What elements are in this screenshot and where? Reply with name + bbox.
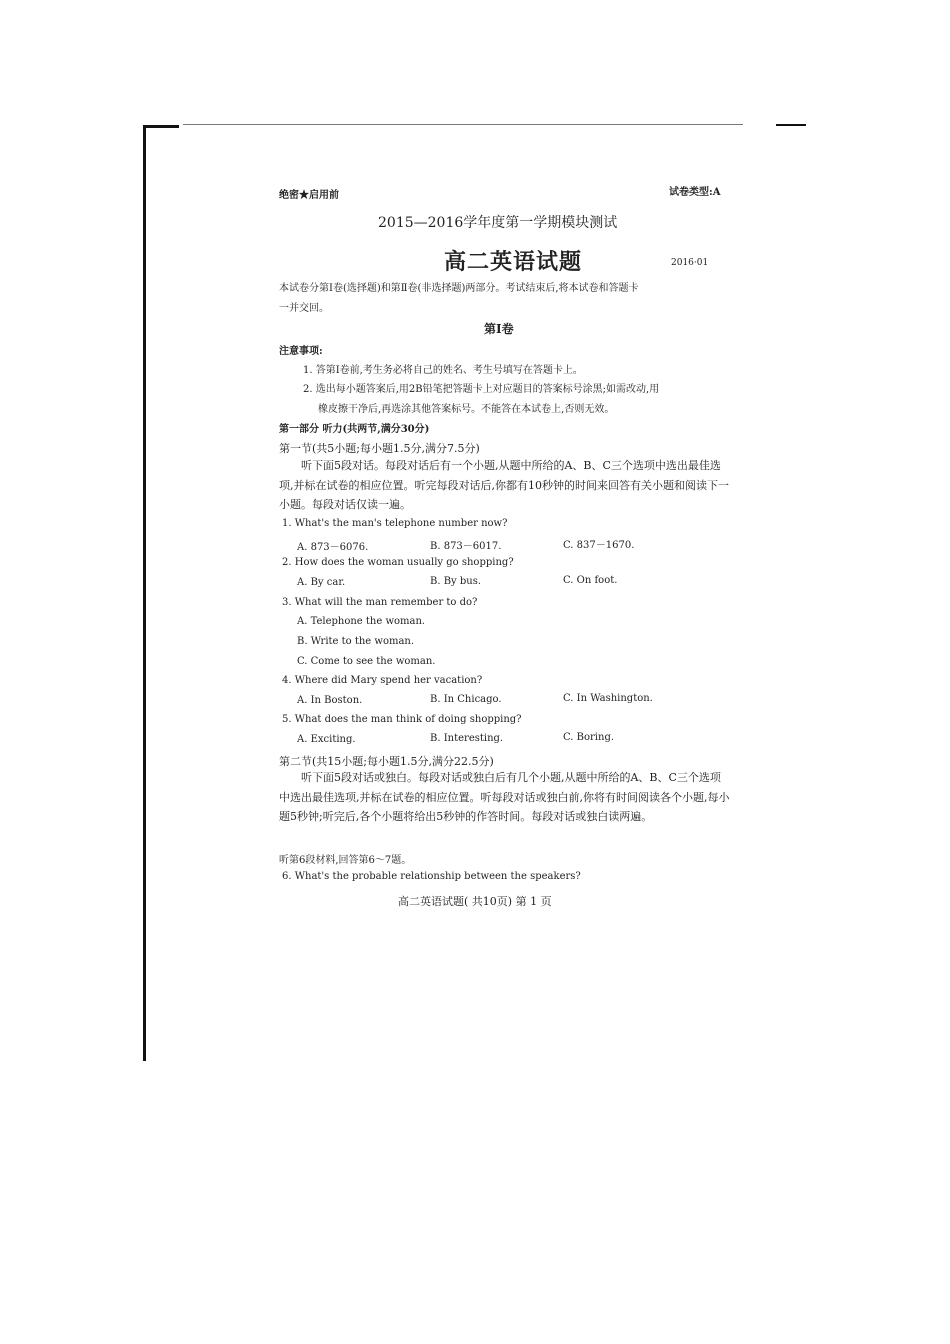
section1-heading: 第一节(共5小题;每小题1.5分,满分7.5分) — [279, 442, 480, 455]
scan-border-top-line — [183, 124, 743, 125]
notice-item-1: 1. 答第Ⅰ卷前,考生务必将自己的姓名、考生号填写在答题卡上。 — [303, 365, 583, 376]
exam-date: 2016·01 — [671, 258, 709, 268]
q4-option-a: A. In Boston. — [297, 695, 363, 706]
intro-line-2: 一并交回。 — [279, 303, 329, 314]
section1-instructions: 听下面5段对话。每段对话后有一个小题,从题中所给的A、B、C三个选项中选出最佳选项,并标在试卷的相应位置。听完每段对话后,你都有10秒钟的时间来回答有关小题和阅读下一小题。每段对话仅读一遍。 — [279, 459, 729, 511]
q5-option-a: A. Exciting. — [297, 734, 356, 745]
notice-heading: 注意事项: — [279, 346, 323, 357]
q5-option-b: B. Interesting. — [430, 733, 504, 744]
q3-option-b: B. Write to the woman. — [297, 636, 415, 647]
page-footer: 高二英语试题( 共10页) 第 1 页 — [398, 895, 552, 908]
notice-item-2-line-2: 橡皮擦干净后,再选涂其他答案标号。不能答在本试卷上,否则无效。 — [318, 404, 615, 415]
part1-heading: 第一部分 听力(共两节,满分30分) — [279, 424, 430, 435]
q1-option-a: A. 873－6076. — [297, 542, 369, 553]
question-1: 1. What's the man's telephone number now? — [282, 518, 508, 529]
exam-subtitle: 2015—2016学年度第一学期模块测试 — [378, 215, 618, 231]
paper-type-label: 试卷类型:A — [669, 187, 721, 198]
q4-option-c: C. In Washington. — [563, 693, 653, 704]
q4-option-b: B. In Chicago. — [430, 694, 502, 705]
scan-border-top-mark — [143, 125, 179, 128]
question-3: 3. What will the man remember to do? — [282, 597, 478, 608]
exam-title: 高二英语试题 — [444, 249, 583, 275]
q1-option-b: B. 873－6017. — [430, 541, 502, 552]
q5-option-c: C. Boring. — [563, 732, 615, 743]
section2-instructions: 听下面5段对话或独白。每段对话或独白后有几个小题,从题中所给的A、B、C三个选项中选出最佳选项,并标在试卷的相应位置。听每段对话或独白前,你将有时间阅读各个小题,每小题5秒钟;听完后,各个小题将给出5秒钟的作答时间。每段对话或独白读两遍。 — [279, 771, 730, 823]
scan-border-left — [143, 126, 146, 1061]
volume-heading: 第Ⅰ卷 — [484, 322, 514, 336]
notice-item-2-line-1: 2. 选出每小题答案后,用2B铅笔把答题卡上对应题目的答案标号涂黑;如需改动,用 — [303, 384, 660, 395]
q2-option-c: C. On foot. — [563, 575, 618, 586]
q2-option-b: B. By bus. — [430, 576, 482, 587]
section2-heading: 第二节(共15小题;每小题1.5分,满分22.5分) — [279, 755, 494, 768]
question-4: 4. Where did Mary spend her vacation? — [282, 675, 483, 686]
q3-option-a: A. Telephone the woman. — [297, 616, 426, 627]
intro-line-1: 本试卷分第Ⅰ卷(选择题)和第Ⅱ卷(非选择题)两部分。考试结束后,将本试卷和答题卡 — [279, 283, 639, 294]
secret-label: 绝密★启用前 — [279, 190, 339, 201]
question-5: 5. What does the man think of doing shopping? — [282, 714, 522, 725]
question-2: 2. How does the woman usually go shopping? — [282, 557, 514, 568]
question-6: 6. What's the probable relationship between the speakers? — [282, 871, 581, 882]
listen-6-instruction: 听第6段材料,回答第6～7题。 — [279, 855, 412, 866]
q1-option-c: C. 837－1670. — [563, 540, 635, 551]
q3-option-c: C. Come to see the woman. — [297, 656, 436, 667]
q2-option-a: A. By car. — [297, 577, 346, 588]
scan-border-right-mark — [776, 124, 806, 126]
